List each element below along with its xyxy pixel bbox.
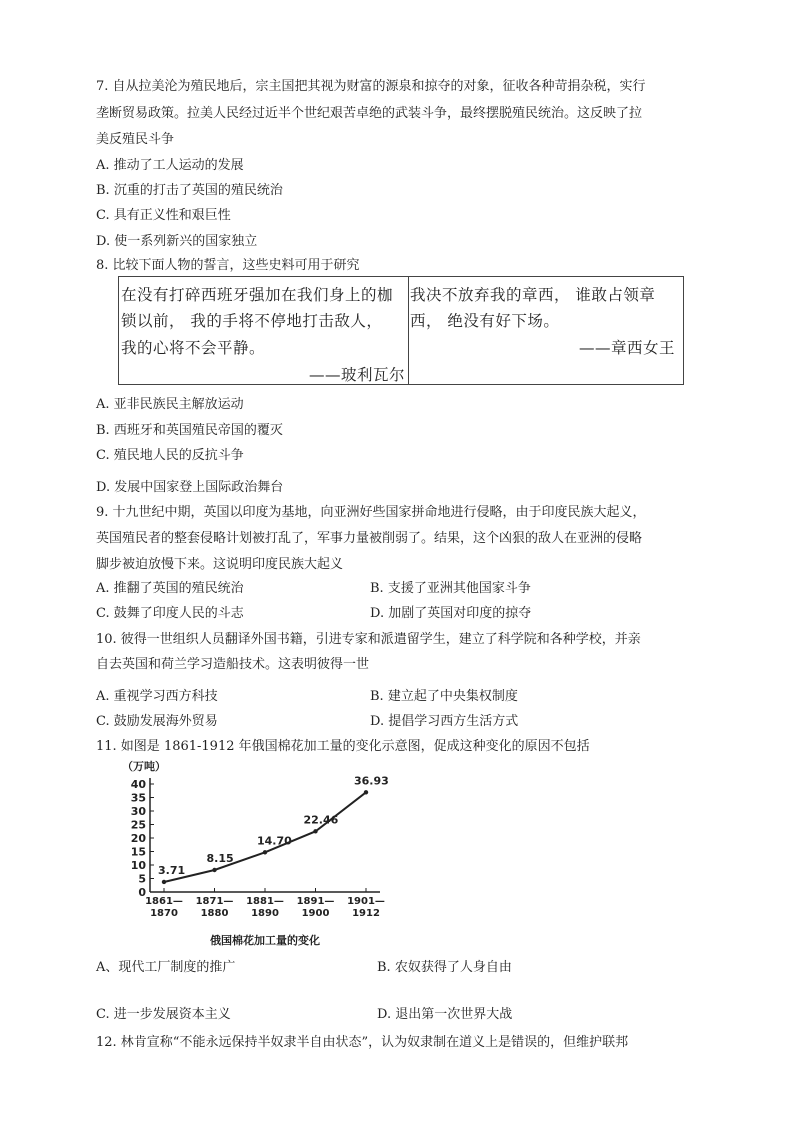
data-label: 36.93 xyxy=(354,774,389,788)
q8-quote-left-author: ——玻利瓦尔 xyxy=(309,366,406,384)
q8-option-a[interactable]: A. 亚非民族民主解放运动 xyxy=(96,397,244,412)
cotton-processing-chart xyxy=(118,756,398,956)
chart-title: 俄国棉花加工量的变化 xyxy=(210,934,320,947)
q10-stem-line-2: 自去英国和荷兰学习造船技术。这表明彼得一世 xyxy=(96,657,370,672)
x-tick-label-top: 1871— xyxy=(195,896,234,907)
y-tick-label: 30 xyxy=(130,805,146,818)
data-point xyxy=(313,829,317,833)
y-tick-label: 10 xyxy=(130,859,146,872)
q9-option-a[interactable]: A. 推翻了英国的殖民统治 xyxy=(96,581,244,596)
q10-option-d[interactable]: D. 提倡学习西方生活方式 xyxy=(370,714,519,729)
y-tick-label: 40 xyxy=(130,778,146,791)
q8-quote-right-author: ——章西女王 xyxy=(579,339,676,357)
q7-stem-line-1: 7. 自从拉美沦为殖民地后，宗主国把其视为财富的源泉和掠夺的对象，征收各种苛捐杂税，实行 xyxy=(96,79,646,94)
q11-option-c[interactable]: C. 进一步发展资本主义 xyxy=(96,1007,231,1022)
q8-quote-left-cell xyxy=(119,277,409,384)
data-point xyxy=(162,880,166,884)
q10-option-b[interactable]: B. 建立起了中央集权制度 xyxy=(370,689,518,704)
q7-stem-line-3: 美反殖民斗争 xyxy=(96,132,175,147)
q7-stem-line-2: 垄断贸易政策。拉美人民经过近半个世纪艰苦卓绝的武装斗争，最终摆脱殖民统治。这反映了拉 xyxy=(96,106,643,121)
q9-option-d[interactable]: D. 加剧了英国对印度的掠夺 xyxy=(370,606,532,621)
q7-option-c[interactable]: C. 具有正义性和艰巨性 xyxy=(96,208,231,223)
x-tick-label-top: 1891— xyxy=(296,896,335,907)
y-tick-label: 25 xyxy=(130,818,146,832)
y-axis-label: （万吨） xyxy=(122,760,166,773)
x-tick-label-bottom: 1900 xyxy=(301,908,330,919)
q9-stem-line-1: 9. 十九世纪中期，英国以印度为基地，向亚洲好些国家拼命地进行侵略，由于印度民族大起义， xyxy=(96,505,646,520)
x-tick-label-bottom: 1870 xyxy=(150,908,178,919)
q8-stem: 8. 比较下面人物的誓言，这些史料可用于研究 xyxy=(96,258,360,273)
q10-option-c[interactable]: C. 鼓励发展海外贸易 xyxy=(96,714,218,729)
y-tick-label: 35 xyxy=(130,791,146,805)
y-tick-label: 20 xyxy=(130,832,146,845)
y-tick-label: 15 xyxy=(130,845,146,859)
q8-quote-right-line-1: 我决不放弃我的章西， 谁敢占领章 xyxy=(410,286,656,304)
data-point xyxy=(212,868,216,872)
x-tick-label-top: 1861— xyxy=(145,896,183,907)
q12-stem: 12. 林肯宣称“不能永远保持半奴隶半自由状态”，认为奴隶制在道义上是错误的，但维护联邦 xyxy=(96,1035,629,1050)
data-point xyxy=(364,790,368,794)
data-label: 3.71 xyxy=(158,863,186,877)
q8-quote-right-line-2: 西， 绝没有好下场。 xyxy=(410,312,560,330)
q8-option-c[interactable]: C. 殖民地人民的反抗斗争 xyxy=(96,448,244,463)
q10-stem-line-1: 10. 彼得一世组织人员翻译外国书籍，引进专家和派遣留学生，建立了科学院和各种学校，并亲 xyxy=(96,632,641,647)
y-tick-label: 5 xyxy=(138,872,146,886)
q7-option-d[interactable]: D. 使一系列新兴的国家独立 xyxy=(96,234,258,249)
q9-stem-line-2: 英国殖民者的整套侵略计划被打乱了，军事力量被削弱了。结果，这个凶狠的敌人在亚洲的侵略 xyxy=(96,531,643,546)
x-tick-label-top: 1881— xyxy=(246,896,284,907)
q8-quote-left-line-3: 我的心将不会平静。 xyxy=(121,339,266,357)
x-tick-label-bottom: 1880 xyxy=(200,908,229,919)
q9-option-c[interactable]: C. 鼓舞了印度人民的斗志 xyxy=(96,606,244,621)
q8-quote-left-line-2: 锁以前， 我的手将不停地打击敌人， xyxy=(121,312,383,330)
q7-option-b[interactable]: B. 沉重的打击了英国的殖民统治 xyxy=(96,183,283,198)
q11-option-d[interactable]: D. 退出第一次世界大战 xyxy=(377,1007,513,1022)
q11-option-a[interactable]: A、现代工厂制度的推广 xyxy=(96,960,236,975)
q9-option-b[interactable]: B. 支援了亚洲其他国家斗争 xyxy=(370,581,531,596)
q7-option-a[interactable]: A. 推动了工人运动的发展 xyxy=(96,158,244,173)
x-tick-label-bottom: 1890 xyxy=(251,908,279,919)
q8-option-d[interactable]: D. 发展中国家登上国际政治舞台 xyxy=(96,480,284,495)
data-point xyxy=(263,850,267,854)
q8-quote-table xyxy=(118,276,684,385)
q11-stem: 11. 如图是 1861-1912 年俄国棉花加工量的变化示意图，促成这种变化的原因不包括 xyxy=(96,739,590,754)
data-label: 14.70 xyxy=(257,834,292,848)
data-label: 22.46 xyxy=(303,813,339,827)
x-tick-label-bottom: 1912 xyxy=(352,908,380,919)
q8-option-b[interactable]: B. 西班牙和英国殖民帝国的覆灭 xyxy=(96,423,283,438)
y-tick-label: 0 xyxy=(138,886,146,899)
q11-option-b[interactable]: B. 农奴获得了人身自由 xyxy=(377,960,512,975)
x-tick-label-top: 1901— xyxy=(347,896,385,907)
data-label: 8.15 xyxy=(206,851,234,865)
q9-stem-line-3: 脚步被迫放慢下来。这说明印度民族大起义 xyxy=(96,557,344,572)
q10-option-a[interactable]: A. 重视学习西方科技 xyxy=(96,689,218,704)
q8-quote-left-line-1: 在没有打碎西班牙强加在我们身上的枷 xyxy=(121,286,394,304)
